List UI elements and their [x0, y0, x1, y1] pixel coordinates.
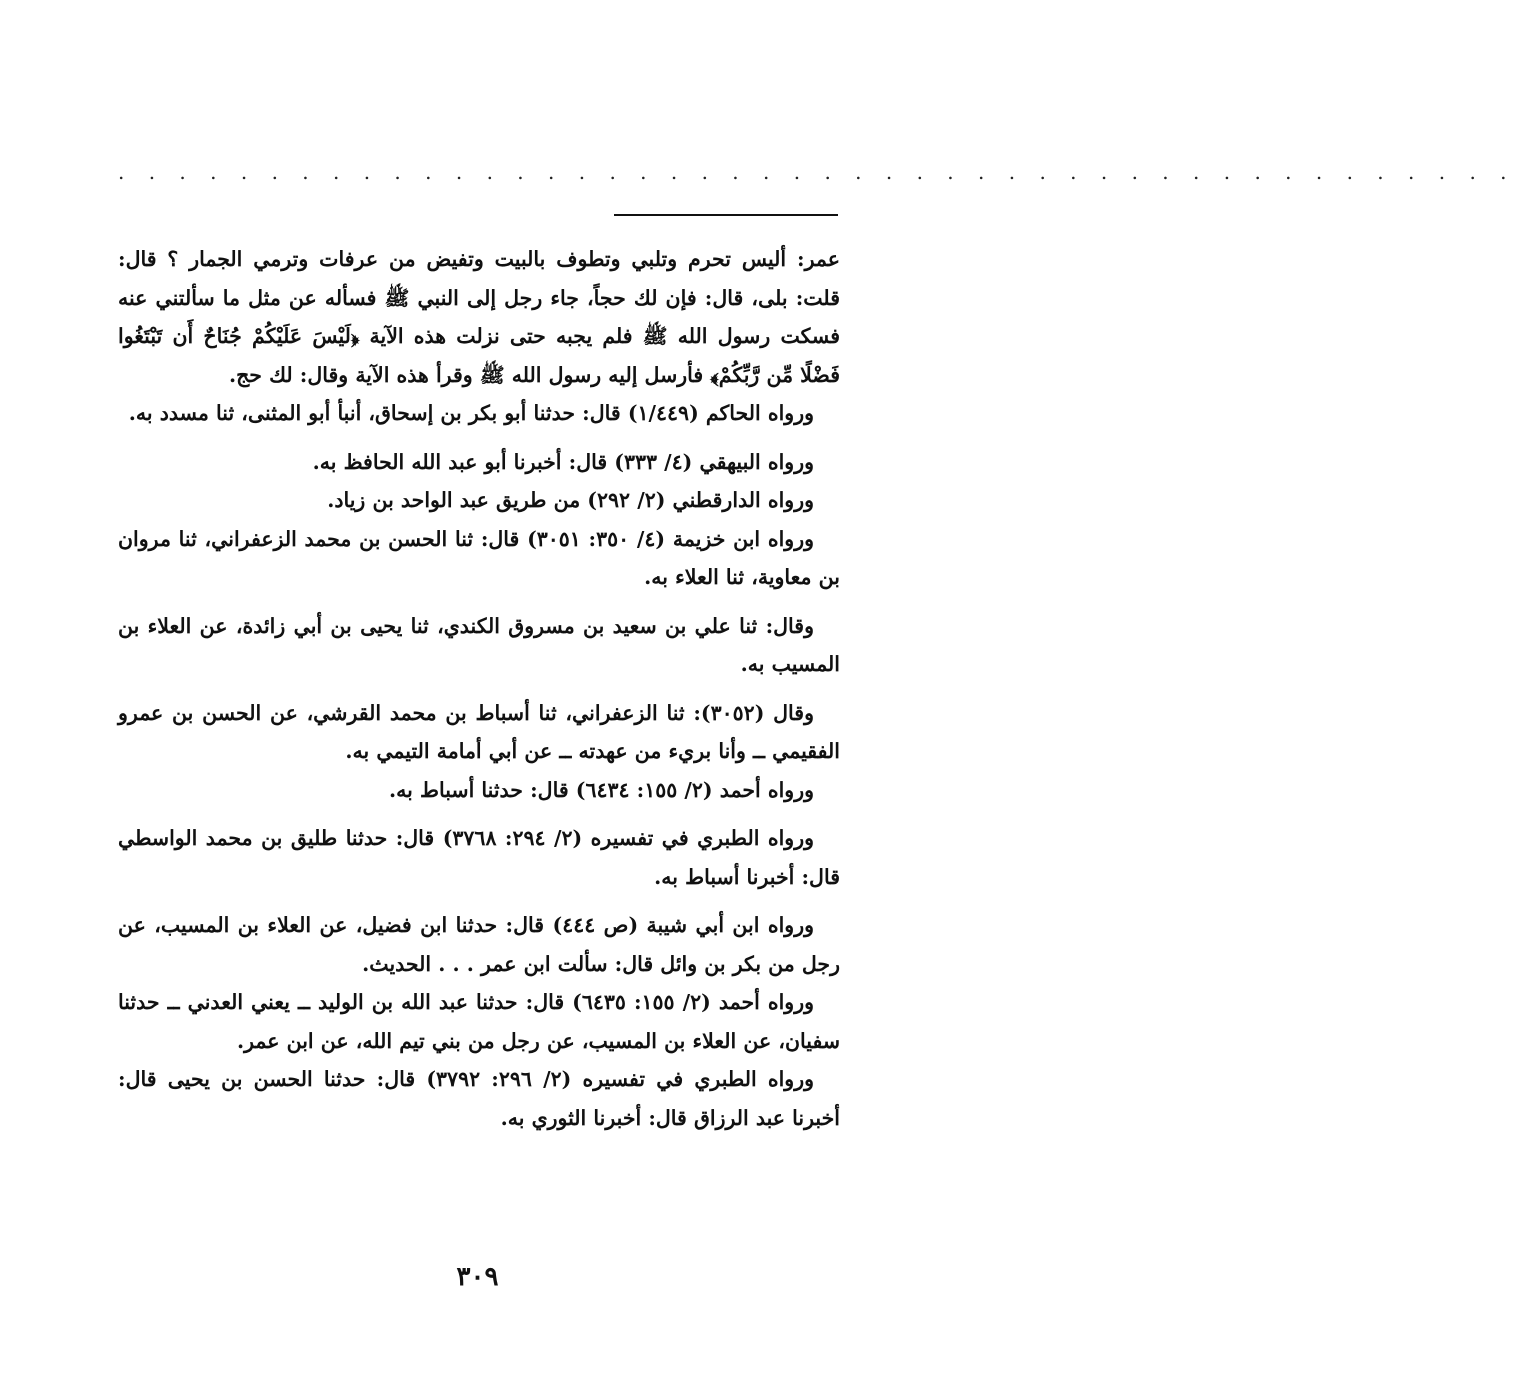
paragraph-ibn-khuzaymah: ورواه ابن خزيمة (٤/ ٣٥٠: ٣٠٥١) قال: ثنا الحسن بن محمد الزعفراني، ثنا مروان بن معاوية، ثنا العلاء به.	[118, 526, 840, 589]
paragraph-tabari-3768: ورواه الطبري في تفسيره (٢/ ٢٩٤: ٣٧٦٨) قال: حدثنا طليق بن محمد الواسطي قال: أخبرنا أسباط به.	[118, 826, 840, 889]
paragraph-ibn-abi-shaybah: ورواه ابن أبي شيبة (ص ٤٤٤) قال: حدثنا ابن فضيل، عن العلاء بن المسيب، عن رجل من بكر بن وائل قال: سألت ابن عمر . . . الحديث.	[118, 913, 840, 976]
paragraph-daraqutni: ورواه الدارقطني (٢/ ٢٩٢) من طريق عبد الواحد بن زياد.	[327, 488, 814, 512]
paragraph-zafarani: وقال (٣٠٥٢): ثنا الزعفراني، ثنا أسباط بن محمد القرشي، عن الحسن بن عمرو الفقيمي ــ وأنا بريء من عهدته ــ عن أبي أمامة التيمي به.	[118, 700, 840, 763]
paragraph-tabari-3792: ورواه الطبري في تفسيره (٢/ ٢٩٦: ٣٧٩٢) قال: حدثنا الحسن بن يحيى قال: أخبرنا عبد الرزاق قال: أخبرنا الثوري به.	[118, 1067, 840, 1130]
footnote-body	[118, 240, 840, 1137]
paragraph-ahmad-6435: ورواه أحمد (٢/ ١٥٥: ٦٤٣٥) قال: حدثنا عبد الله بن الوليد ــ يعني العدني ــ حدثنا سفيان، عن العلاء بن المسيب، عن رجل من بني تيم الله، عن ابن عمر.	[118, 990, 840, 1053]
dotted-separator: . . . . . . . . . . . . . . . . . . . . . . . . . . . . . . . . . . . . . . . . . . . . . .	[118, 160, 1516, 184]
paragraph-ali-ibn-said: وقال: ثنا علي بن سعيد بن مسروق الكندي، ثنا يحيى بن أبي زائدة، عن العلاء بن المسيب به.	[118, 613, 840, 676]
footnote-rule	[614, 214, 838, 216]
paragraph-ahmad-6434: ورواه أحمد (٢/ ١٥٥: ٦٤٣٤) قال: حدثنا أسباط به.	[389, 777, 814, 802]
paragraph-hakim: ورواه الحاكم (١/٤٤٩) قال: حدثنا أبو بكر بن إسحاق، أنبأ أبو المثنى، ثنا مسدد به.	[128, 401, 814, 425]
page-number: ٣٠٩	[456, 1262, 499, 1292]
paragraph-hadith-text: عمر: أليس تحرم وتلبي وتطوف بالبيت وتفيض من عرفات وترمي الجمار ؟ قال: قلت: بلى، قال: فإن لك حجاً، جاء رجل إلى النبي ﷺ فسأله عن مثل ما سألتني عنه فسكت رسول الله ﷺ فلم يجبه حتى نزلت هذه الآية ﴿لَيْسَ عَلَيْكُمْ جُنَاحٌ أَن تَبْتَغُوا فَضْلًا مِّن رَّبِّكُمْ﴾ فأرسل إليه رسول الله ﷺ وقرأ هذه الآية وقال: لك حج.	[118, 247, 840, 387]
paragraph-bayhaqi: ورواه البيهقي (٤/ ٣٣٣) قال: أخبرنا أبو عبد الله الحافظ به.	[312, 449, 814, 474]
